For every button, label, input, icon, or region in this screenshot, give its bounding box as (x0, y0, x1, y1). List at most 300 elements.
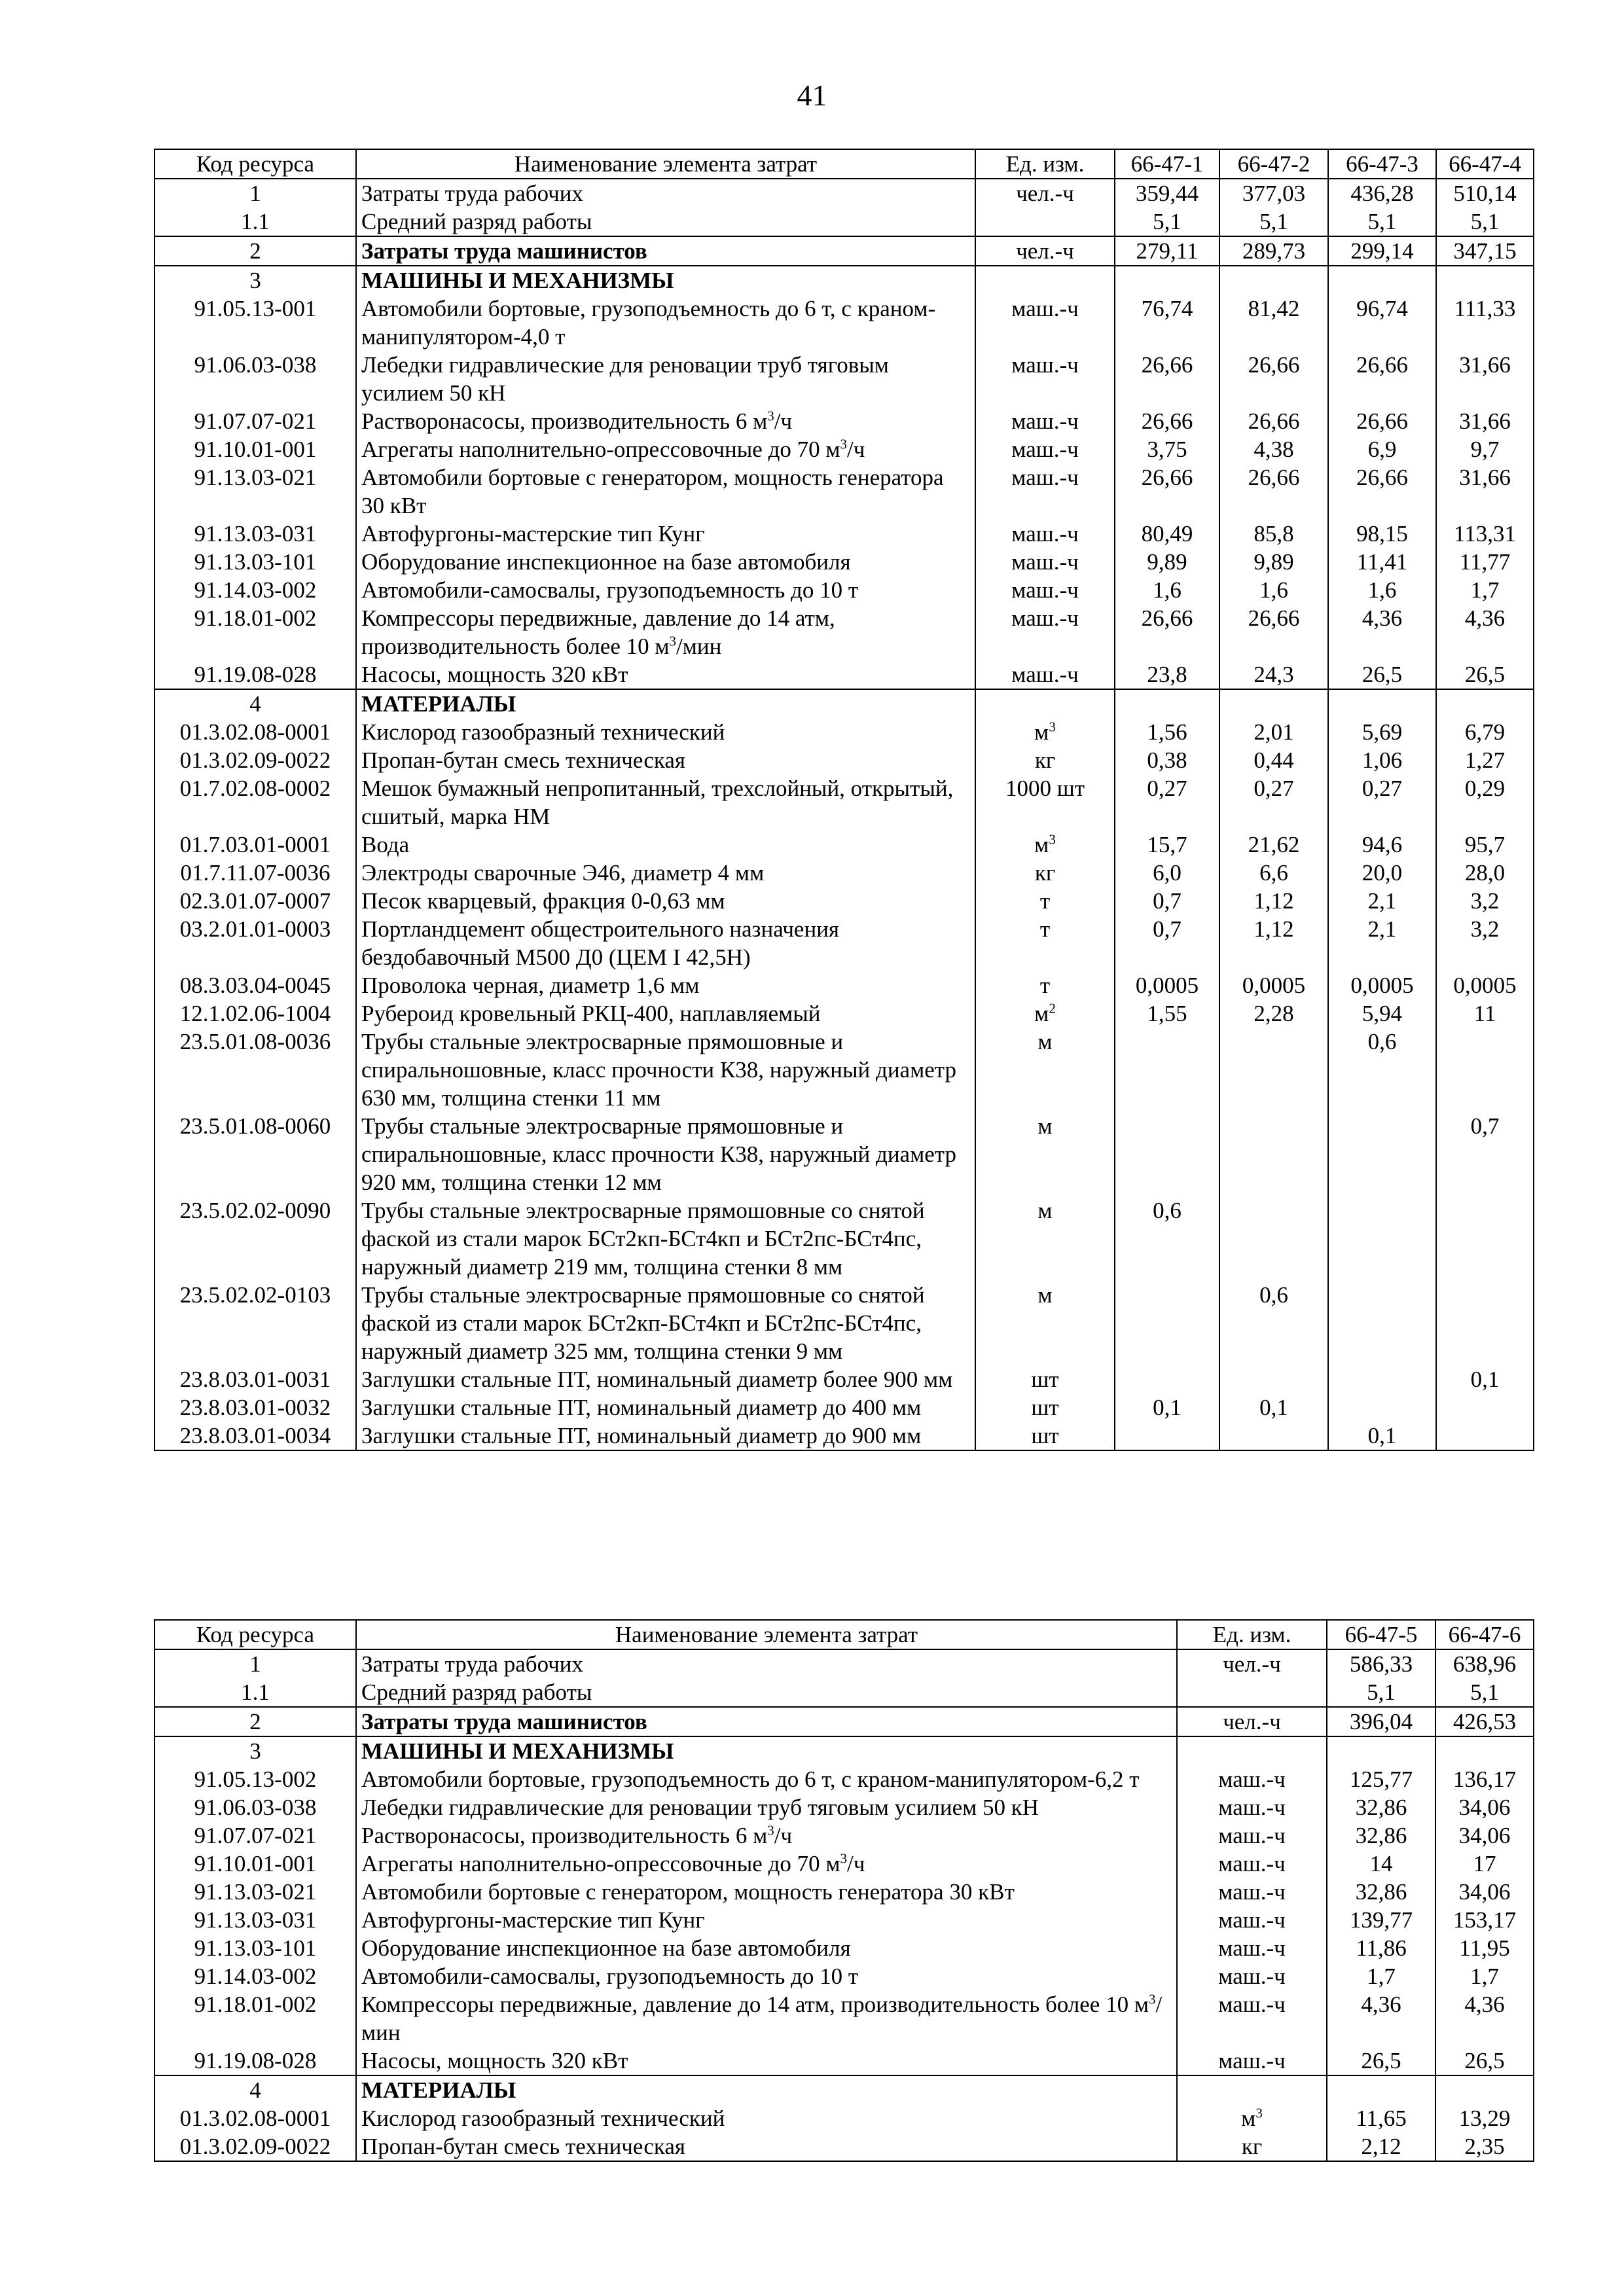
value-cell: 1,7 (1327, 1962, 1435, 1990)
value-cell (1328, 689, 1436, 718)
value-cell: 2,1 (1328, 915, 1436, 971)
resource-code: 3 (154, 266, 356, 295)
value-cell: 1,6 (1115, 576, 1219, 604)
value-cell: 6,79 (1436, 718, 1534, 746)
header-name: Наименование элемента затрат (356, 1620, 1177, 1649)
table-row (154, 463, 1534, 520)
value-cell: 32,86 (1327, 1878, 1435, 1906)
value-cell: 32,86 (1327, 1821, 1435, 1850)
table-row (154, 435, 1534, 463)
resource-name: Затраты труда рабочих (356, 179, 975, 207)
value-cell: 510,14 (1436, 179, 1534, 207)
header-code: Код ресурса (154, 149, 356, 179)
value-cell: 125,77 (1327, 1765, 1435, 1793)
unit: чел.-ч (1177, 1707, 1327, 1736)
unit: чел.-ч (975, 179, 1115, 207)
resource-name: Автофургоны-мастерские тип Кунг (356, 1906, 1177, 1934)
value-cell: 0,0005 (1328, 971, 1436, 999)
unit (975, 266, 1115, 295)
resource-name: Проволока черная, диаметр 1,6 мм (356, 971, 975, 999)
value-cell (1219, 1112, 1328, 1196)
unit: маш.-ч (1177, 1821, 1327, 1850)
table-row (154, 1850, 1534, 1878)
value-cell: 11,95 (1435, 1934, 1534, 1962)
table-row (154, 689, 1534, 718)
resource-name: Кислород газообразный технический (356, 2104, 1177, 2132)
value-cell: 2,35 (1435, 2132, 1534, 2161)
resource-code: 01.3.02.08-0001 (154, 718, 356, 746)
resource-code: 91.07.07-021 (154, 1821, 356, 1850)
value-cell: 1,7 (1436, 576, 1534, 604)
resource-code: 03.2.01.01-0003 (154, 915, 356, 971)
table-row (154, 236, 1534, 266)
table-row (154, 1878, 1534, 1906)
unit: маш.-ч (975, 463, 1115, 520)
unit (1177, 2075, 1327, 2104)
value-cell (1327, 2075, 1435, 2104)
header-code: Код ресурса (154, 1620, 356, 1649)
value-cell: 11,86 (1327, 1934, 1435, 1962)
table-row (154, 207, 1534, 236)
resource-name: Затраты труда рабочих (356, 1649, 1177, 1678)
value-cell: 0,6 (1115, 1196, 1219, 1281)
resource-table-2 (154, 1619, 1534, 2162)
value-cell: 299,14 (1328, 236, 1436, 266)
value-cell: 586,33 (1327, 1649, 1435, 1678)
table-row (154, 351, 1534, 407)
table-row (154, 660, 1534, 689)
table-header-row (154, 149, 1534, 179)
value-cell: 26,66 (1328, 351, 1436, 407)
table-row (154, 887, 1534, 915)
value-cell: 0,7 (1115, 915, 1219, 971)
table-row (154, 1678, 1534, 1707)
unit: $м^3$ (1177, 2104, 1327, 2132)
value-cell: 5,1 (1436, 207, 1534, 236)
table-row (154, 1765, 1534, 1793)
resource-code: 1.1 (154, 1678, 356, 1707)
value-cell: 1,12 (1219, 887, 1328, 915)
resource-name: Агрегаты наполнительно-опрессовочные до 70 $м^3/ч$ (356, 1850, 1177, 1878)
unit: м (975, 1028, 1115, 1112)
value-cell: 1,27 (1436, 746, 1534, 774)
value-cell: 279,11 (1115, 236, 1219, 266)
value-cell: 26,66 (1115, 604, 1219, 660)
value-cell: 76,74 (1115, 295, 1219, 351)
value-cell: 94,6 (1328, 831, 1436, 859)
table-row (154, 971, 1534, 999)
resource-name: Автомобили-самосвалы, грузоподъемность до 10 т (356, 1962, 1177, 1990)
resource-code: 23.5.02.02-0103 (154, 1281, 356, 1365)
value-cell: 2,12 (1327, 2132, 1435, 2161)
value-cell: 21,62 (1219, 831, 1328, 859)
value-cell: 0,6 (1219, 1281, 1328, 1365)
value-cell (1115, 1422, 1219, 1450)
table-row (154, 915, 1534, 971)
value-cell: 26,5 (1435, 2047, 1534, 2075)
value-cell (1327, 1736, 1435, 1765)
value-cell: 5,94 (1328, 999, 1436, 1028)
resource-code: 01.7.02.08-0002 (154, 774, 356, 831)
resource-code: 2 (154, 1707, 356, 1736)
value-cell: 1,12 (1219, 915, 1328, 971)
table-row (154, 831, 1534, 859)
value-cell (1436, 689, 1534, 718)
unit: 1000 шт (975, 774, 1115, 831)
resource-name: Автофургоны-мастерские тип Кунг (356, 520, 975, 548)
header-col-6: 66-47-6 (1435, 1620, 1534, 1649)
unit: маш.-ч (975, 548, 1115, 576)
resource-name: Растворонасосы, производительность 6 $м^3/ч$ (356, 1821, 1177, 1850)
value-cell: 0,1 (1328, 1422, 1436, 1450)
table-row (154, 1962, 1534, 1990)
unit: маш.-ч (1177, 1962, 1327, 1990)
value-cell: 347,15 (1436, 236, 1534, 266)
table-row (154, 1793, 1534, 1821)
resource-code: 91.06.03-038 (154, 1793, 356, 1821)
value-cell: 28,0 (1436, 859, 1534, 887)
resource-code: 23.5.01.08-0060 (154, 1112, 356, 1196)
unit: т (975, 915, 1115, 971)
value-cell: 5,1 (1115, 207, 1219, 236)
unit: т (975, 971, 1115, 999)
resource-code: 01.3.02.09-0022 (154, 746, 356, 774)
value-cell: 5,1 (1219, 207, 1328, 236)
unit: маш.-ч (975, 351, 1115, 407)
value-cell: 26,66 (1115, 351, 1219, 407)
table-row (154, 2047, 1534, 2075)
value-cell (1219, 1196, 1328, 1281)
value-cell: 0,0005 (1219, 971, 1328, 999)
table-row (154, 999, 1534, 1028)
resource-name: Вода (356, 831, 975, 859)
resource-code: 91.14.03-002 (154, 1962, 356, 1990)
value-cell: 26,66 (1219, 407, 1328, 435)
value-cell: 4,38 (1219, 435, 1328, 463)
resource-name: Трубы стальные электросварные прямошовные и спиральношовные, класс прочности К38, наружный диаметр 920 мм, толщина стенки 12 мм (356, 1112, 975, 1196)
resource-code: 23.5.02.02-0090 (154, 1196, 356, 1281)
table-row (154, 774, 1534, 831)
unit: м (975, 1112, 1115, 1196)
table-row (154, 1028, 1534, 1112)
resource-code: 91.13.03-031 (154, 520, 356, 548)
resource-name: Мешок бумажный непропитанный, трехслойный, открытый, сшитый, марка НМ (356, 774, 975, 831)
resource-code: 01.3.02.09-0022 (154, 2132, 356, 2161)
resource-name: Автомобили бортовые, грузоподъемность до 6 т, с краном-манипулятором-6,2 т (356, 1765, 1177, 1793)
value-cell (1115, 1365, 1219, 1393)
table-row (154, 1990, 1534, 2047)
table-row (154, 1707, 1534, 1736)
value-cell: 113,31 (1436, 520, 1534, 548)
table-row (154, 718, 1534, 746)
resource-code: 23.5.01.08-0036 (154, 1028, 356, 1112)
unit: маш.-ч (1177, 1878, 1327, 1906)
resource-name: Кислород газообразный технический (356, 718, 975, 746)
table-row (154, 295, 1534, 351)
resource-code: 01.7.03.01-0001 (154, 831, 356, 859)
table-row (154, 266, 1534, 295)
table-header-row (154, 1620, 1534, 1649)
value-cell: 0,27 (1219, 774, 1328, 831)
value-cell: 0,27 (1328, 774, 1436, 831)
table-row (154, 1422, 1534, 1450)
value-cell: 4,36 (1328, 604, 1436, 660)
value-cell (1436, 1422, 1534, 1450)
unit: шт (975, 1365, 1115, 1393)
value-cell: 1,56 (1115, 718, 1219, 746)
table-row (154, 548, 1534, 576)
value-cell: 9,89 (1115, 548, 1219, 576)
value-cell (1115, 689, 1219, 718)
resource-name: Электроды сварочные Э46, диаметр 4 мм (356, 859, 975, 887)
value-cell (1219, 689, 1328, 718)
value-cell: 1,6 (1219, 576, 1328, 604)
resource-name: Песок кварцевый, фракция 0-0,63 мм (356, 887, 975, 915)
unit: маш.-ч (1177, 1765, 1327, 1793)
value-cell: 638,96 (1435, 1649, 1534, 1678)
resource-name: Пропан-бутан смесь техническая (356, 746, 975, 774)
resource-name: Насосы, мощность 320 кВт (356, 660, 975, 689)
resource-code: 4 (154, 689, 356, 718)
resource-name: Агрегаты наполнительно-опрессовочные до 70 $м^3/ч$ (356, 435, 975, 463)
table-row (154, 1393, 1534, 1422)
unit (1177, 1736, 1327, 1765)
unit: маш.-ч (1177, 2047, 1327, 2075)
header-col-4: 66-47-4 (1436, 149, 1534, 179)
value-cell: 0,29 (1436, 774, 1534, 831)
value-cell (1436, 1196, 1534, 1281)
unit: т (975, 887, 1115, 915)
resource-code: 91.18.01-002 (154, 1990, 356, 2047)
unit: маш.-ч (975, 435, 1115, 463)
unit: чел.-ч (1177, 1649, 1327, 1678)
value-cell: 31,66 (1436, 351, 1534, 407)
unit: маш.-ч (1177, 1990, 1327, 2047)
value-cell: 111,33 (1436, 295, 1534, 351)
value-cell: 95,7 (1436, 831, 1534, 859)
value-cell: 1,6 (1328, 576, 1436, 604)
resource-table-1 (154, 149, 1534, 1451)
value-cell: 2,1 (1328, 887, 1436, 915)
value-cell: 0,7 (1436, 1112, 1534, 1196)
header-col-2: 66-47-2 (1219, 149, 1328, 179)
unit: маш.-ч (975, 660, 1115, 689)
value-cell: 85,8 (1219, 520, 1328, 548)
value-cell: 1,06 (1328, 746, 1436, 774)
value-cell (1435, 1736, 1534, 1765)
value-cell (1436, 1393, 1534, 1422)
value-cell: 34,06 (1435, 1821, 1534, 1850)
resource-code: 3 (154, 1736, 356, 1765)
resource-name: Лебедки гидравлические для реновации труб тяговым усилием 50 кН (356, 1793, 1177, 1821)
resource-code: 91.13.03-101 (154, 548, 356, 576)
value-cell: 6,0 (1115, 859, 1219, 887)
value-cell (1219, 1422, 1328, 1450)
value-cell: 136,17 (1435, 1765, 1534, 1793)
unit: маш.-ч (975, 407, 1115, 435)
unit: м (975, 1196, 1115, 1281)
header-unit: Ед. изм. (975, 149, 1115, 179)
value-cell (1115, 1112, 1219, 1196)
resource-name: Автомобили бортовые с генератором, мощность генератора 30 кВт (356, 463, 975, 520)
resource-code: 01.7.11.07-0036 (154, 859, 356, 887)
table-row (154, 1821, 1534, 1850)
table-row (154, 859, 1534, 887)
value-cell: 6,6 (1219, 859, 1328, 887)
value-cell: 0,27 (1115, 774, 1219, 831)
value-cell: 26,66 (1219, 604, 1328, 660)
table-row (154, 576, 1534, 604)
value-cell: 377,03 (1219, 179, 1328, 207)
value-cell: 1,7 (1435, 1962, 1534, 1990)
value-cell: 1,55 (1115, 999, 1219, 1028)
value-cell: 0,6 (1328, 1028, 1436, 1112)
value-cell: 96,74 (1328, 295, 1436, 351)
resource-code: 1 (154, 1649, 356, 1678)
value-cell: 0,38 (1115, 746, 1219, 774)
unit: м (975, 1281, 1115, 1365)
unit: кг (1177, 2132, 1327, 2161)
value-cell: 34,06 (1435, 1793, 1534, 1821)
value-cell: 24,3 (1219, 660, 1328, 689)
resource-name: Автомобили-самосвалы, грузоподъемность до 10 т (356, 576, 975, 604)
resource-code: 23.8.03.01-0034 (154, 1422, 356, 1450)
value-cell: 13,29 (1435, 2104, 1534, 2132)
value-cell (1436, 266, 1534, 295)
value-cell: 11,77 (1436, 548, 1534, 576)
resource-code: 91.13.03-021 (154, 463, 356, 520)
resource-code: 08.3.03.04-0045 (154, 971, 356, 999)
value-cell: 426,53 (1435, 1707, 1534, 1736)
table-row (154, 1196, 1534, 1281)
unit: маш.-ч (975, 604, 1115, 660)
resource-name: Средний разряд работы (356, 207, 975, 236)
unit: маш.-ч (1177, 1793, 1327, 1821)
resource-code: 23.8.03.01-0031 (154, 1365, 356, 1393)
value-cell: 81,42 (1219, 295, 1328, 351)
resource-name: Портландцемент общестроительного назначения бездобавочный М500 Д0 (ЦЕМ I 42,5Н) (356, 915, 975, 971)
value-cell: 2,28 (1219, 999, 1328, 1028)
table-row (154, 1365, 1534, 1393)
value-cell: 80,49 (1115, 520, 1219, 548)
value-cell: 11,41 (1328, 548, 1436, 576)
value-cell (1328, 1112, 1436, 1196)
value-cell: 34,06 (1435, 1878, 1534, 1906)
table-row (154, 1281, 1534, 1365)
table-row (154, 2075, 1534, 2104)
header-col-5: 66-47-5 (1327, 1620, 1435, 1649)
resource-name: Пропан-бутан смесь техническая (356, 2132, 1177, 2161)
resource-name: Автомобили бортовые с генератором, мощность генератора 30 кВт (356, 1878, 1177, 1906)
value-cell (1328, 1393, 1436, 1422)
unit: маш.-ч (975, 295, 1115, 351)
value-cell: 5,1 (1328, 207, 1436, 236)
resource-name: Компрессоры передвижные, давление до 14 атм, производительность более 10 $м^3$/мин (356, 604, 975, 660)
resource-code: 91.18.01-002 (154, 604, 356, 660)
value-cell (1219, 266, 1328, 295)
table-row (154, 604, 1534, 660)
resource-name: Заглушки стальные ПТ, номинальный диаметр до 400 мм (356, 1393, 975, 1422)
resource-name: МАШИНЫ И МЕХАНИЗМЫ (356, 266, 975, 295)
value-cell: 26,66 (1219, 463, 1328, 520)
resource-code: 02.3.01.07-0007 (154, 887, 356, 915)
value-cell (1328, 1196, 1436, 1281)
value-cell: 139,77 (1327, 1906, 1435, 1934)
resource-name: Насосы, мощность 320 кВт (356, 2047, 1177, 2075)
header-name: Наименование элемента затрат (356, 149, 975, 179)
resource-code: 91.06.03-038 (154, 351, 356, 407)
unit: маш.-ч (1177, 1934, 1327, 1962)
unit: шт (975, 1422, 1115, 1450)
value-cell: 5,1 (1327, 1678, 1435, 1707)
value-cell: 436,28 (1328, 179, 1436, 207)
resource-name: Автомобили бортовые, грузоподъемность до 6 т, с краном-манипулятором-4,0 т (356, 295, 975, 351)
resource-code: 1.1 (154, 207, 356, 236)
table-row (154, 1934, 1534, 1962)
value-cell: 15,7 (1115, 831, 1219, 859)
unit: $м^3$ (975, 831, 1115, 859)
value-cell: 26,5 (1328, 660, 1436, 689)
resource-name: Оборудование инспекционное на базе автомобиля (356, 548, 975, 576)
resource-name: Затраты труда машинистов (356, 1707, 1177, 1736)
value-cell: 3,2 (1436, 887, 1534, 915)
value-cell: 6,9 (1328, 435, 1436, 463)
value-cell: 23,8 (1115, 660, 1219, 689)
resource-name: Заглушки стальные ПТ, номинальный диаметр до 900 мм (356, 1422, 975, 1450)
table-row (154, 179, 1534, 207)
value-cell: 4,36 (1435, 1990, 1534, 2047)
value-cell: 5,1 (1435, 1678, 1534, 1707)
value-cell: 3,75 (1115, 435, 1219, 463)
unit: маш.-ч (975, 520, 1115, 548)
value-cell: 0,0005 (1436, 971, 1534, 999)
resource-name: Трубы стальные электросварные прямошовные со снятой фаской из стали марок БСт2кп-БСт4кп и БСт2пс-БСт4пс, наружный диаметр 325 мм, толщина стенки 9 мм (356, 1281, 975, 1365)
table-row (154, 1906, 1534, 1934)
value-cell: 17 (1435, 1850, 1534, 1878)
unit: кг (975, 859, 1115, 887)
resource-name: Лебедки гидравлические для реновации труб тяговым усилием 50 кН (356, 351, 975, 407)
value-cell (1435, 2075, 1534, 2104)
table-row (154, 1736, 1534, 1765)
value-cell: 9,89 (1219, 548, 1328, 576)
resource-code: 91.19.08-028 (154, 660, 356, 689)
value-cell: 0,1 (1115, 1393, 1219, 1422)
value-cell (1115, 1028, 1219, 1112)
value-cell: 32,86 (1327, 1793, 1435, 1821)
table-row (154, 2104, 1534, 2132)
value-cell: 289,73 (1219, 236, 1328, 266)
resource-code: 1 (154, 179, 356, 207)
value-cell: 26,66 (1115, 463, 1219, 520)
value-cell: 9,7 (1436, 435, 1534, 463)
unit: шт (975, 1393, 1115, 1422)
page-number: 41 (797, 79, 827, 112)
resource-name: МАТЕРИАЛЫ (356, 2075, 1177, 2104)
resource-name: Компрессоры передвижные, давление до 14 атм, производительность более 10 $м^3$/мин (356, 1990, 1177, 2047)
value-cell (1115, 1281, 1219, 1365)
value-cell: 20,0 (1328, 859, 1436, 887)
resource-name: Затраты труда машинистов (356, 236, 975, 266)
table-row (154, 746, 1534, 774)
value-cell: 4,36 (1436, 604, 1534, 660)
unit: чел.-ч (975, 236, 1115, 266)
value-cell: 0,44 (1219, 746, 1328, 774)
header-col-1: 66-47-1 (1115, 149, 1219, 179)
resource-name: Трубы стальные электросварные прямошовные и спиральношовные, класс прочности К38, наружный диаметр 630 мм, толщина стенки 11 мм (356, 1028, 975, 1112)
value-cell: 26,5 (1327, 2047, 1435, 2075)
value-cell (1219, 1028, 1328, 1112)
resource-name: Трубы стальные электросварные прямошовные со снятой фаской из стали марок БСт2кп-БСт4кп и БСт2пс-БСт4пс, наружный диаметр 219 мм, толщина стенки 8 мм (356, 1196, 975, 1281)
